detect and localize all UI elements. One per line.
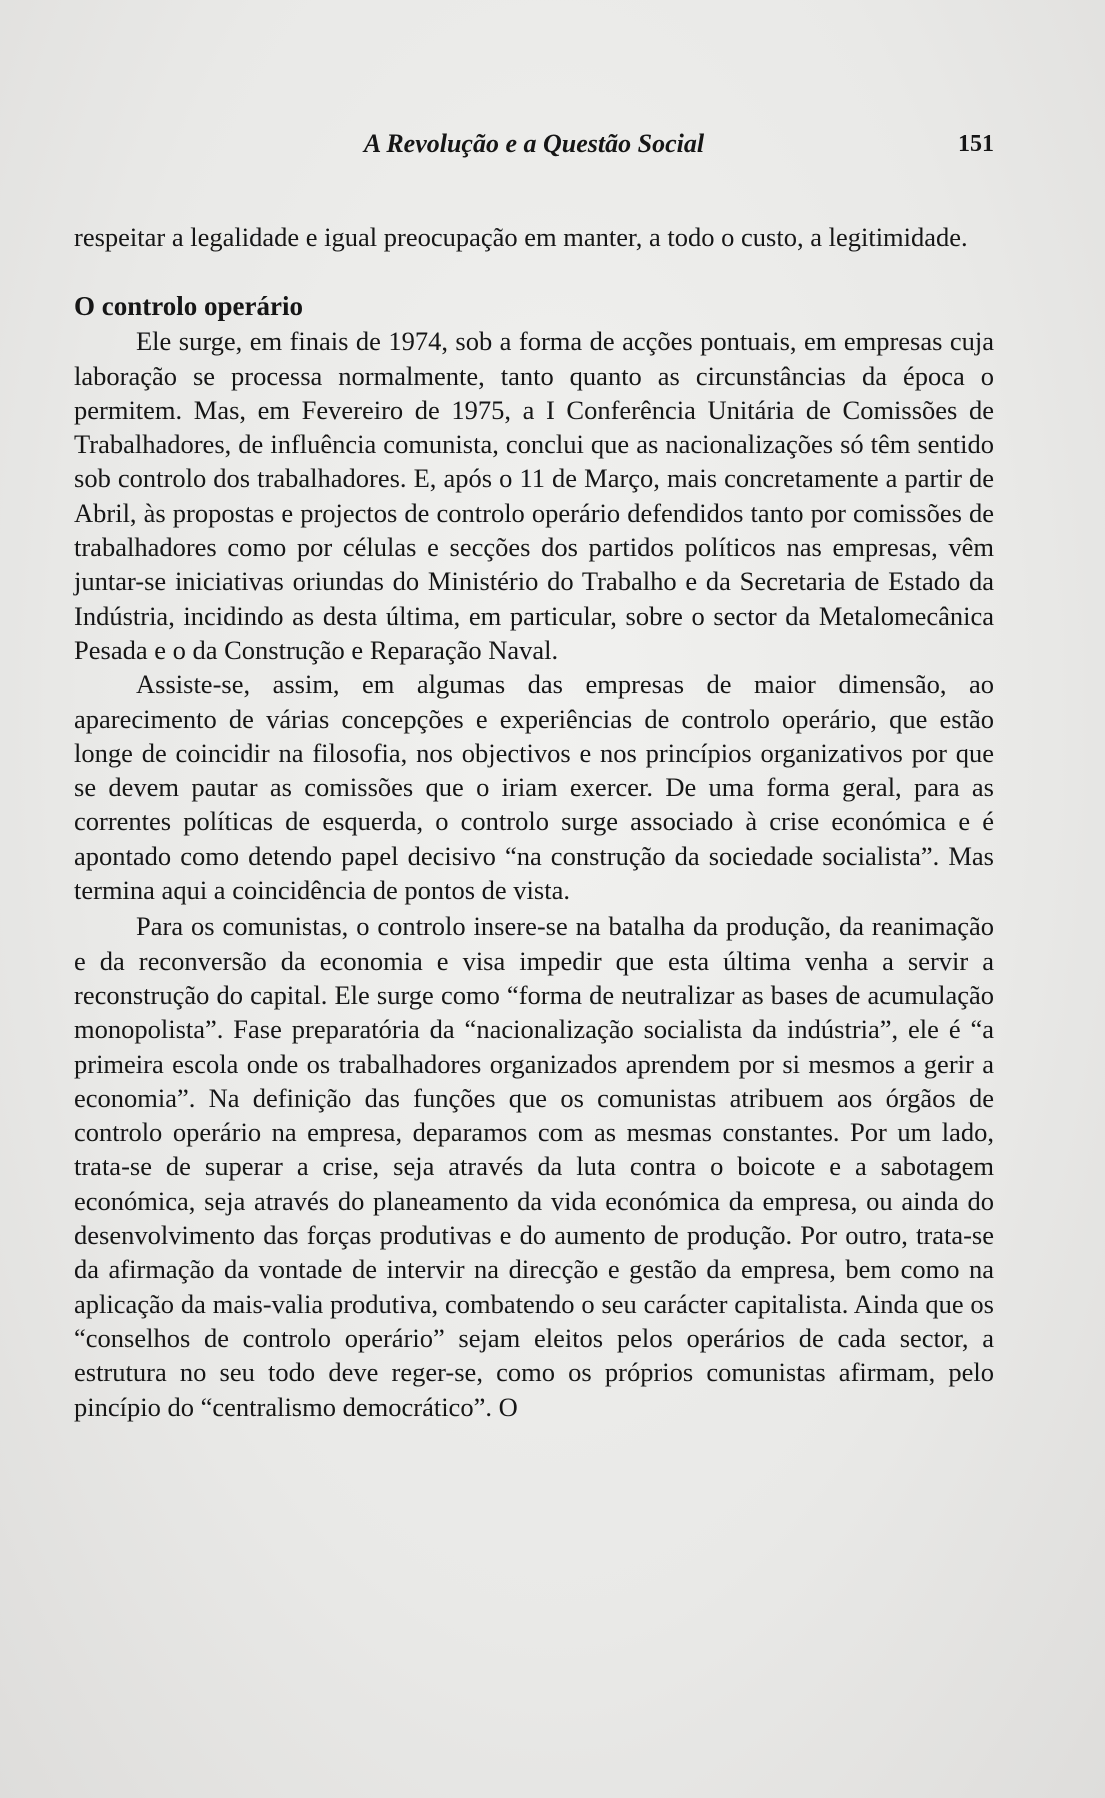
paragraph: Para os comunistas, o controlo insere-se na batalha da produção, da reanimação e da reconversão da economia e visa impedir que esta última venha a servir a reconstrução do capital. Ele surge como “forma de neutralizar as bases de acumulação monopolista”. Fase preparatória da “nacionalização socialista da indústria”, ele é “a primeira escola onde os trabalhadores organizados aprendem por si mesmos a gerir a economia”. Na definição das funções que os comunistas atribuem aos órgãos de controlo operário na empresa, deparamos com as mesmas constantes. Por um lado, trata-se de superar a crise, seja através da luta contra o boicote e a sabotagem económica, seja através do planeamento da vida económica da empresa, ou ainda do desenvolvimento das forças produtivas e do aumento de produção. Por outro, trata-se da afirmação da vontade de intervir na direcção e gestão da empresa, bem como na aplicação da mais-valia produtiva, combatendo o seu carácter capitalista. Ainda que os “conselhos de controlo operário” sejam eleitos pelos operários de cada sector, a estrutura no seu todo deve reger-se, como os próprios comunistas afirmam, pelo pincípio do “centralismo democrático”. O <box>74 911 994 1422</box>
running-head <box>74 124 994 164</box>
section-heading: O controlo operário <box>74 291 303 322</box>
running-title: A Revolução e a Questão Social <box>363 129 705 158</box>
paragraph: Ele surge, em finais de 1974, sob a forma de acções pontuais, em empresas cuja laboração se processa normalmente, tanto quanto as circunstâncias da época o permitem. Mas, em Fevereiro de 1975, a I Conferência Unitária de Comissões de Trabalhadores, de influência comunista, conclui que as nacionalizações só têm sentido sob controlo dos trabalhadores. E, após o 11 de Março, mais concretamente a partir de Abril, às propostas e projectos de controlo operário defendidos tanto por comissões de trabalhadores como por células e secções dos partidos políticos nas empresas, vêm juntar-se iniciativas oriundas do Ministério do Trabalho e da Secretaria de Estado da Indústria, incidindo as desta última, em particular, sobre o sector da Metalomecânica Pesada e o da Construção e Reparação Naval. <box>74 326 994 665</box>
paragraph-continued: respeitar a legalidade e igual preocupação em manter, a todo o custo, a legitimidade. <box>74 222 968 252</box>
paragraph: Assiste-se, assim, em algumas das empresas de maior dimensão, ao aparecimento de várias concepções e experiências de controlo operário, que estão longe de coincidir na filosofia, nos objectivos e nos princípios organizativos por que se devem pautar as comissões que o iriam exercer. De uma forma geral, para as correntes políticas de esquerda, o controlo surge associado à crise económica e é apontado como detendo papel decisivo “na construção da sociedade socialista”. Mas termina aqui a coincidência de pontos de vista. <box>74 669 994 906</box>
page-number: 151 <box>958 131 994 157</box>
body-text <box>74 220 994 1424</box>
